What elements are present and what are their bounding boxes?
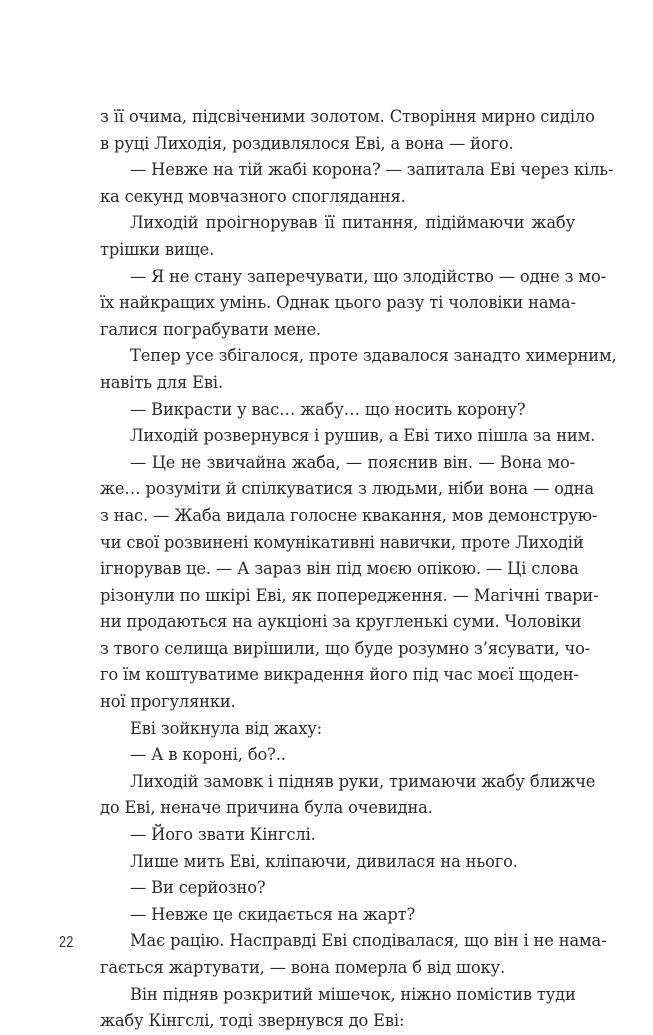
text-line: Лише мить Еві, кліпаючи, дивилася на нього. xyxy=(130,851,518,871)
text-line: до Еві, неначе причина була очевидна. xyxy=(100,798,433,818)
text-line: з нас. — Жаба видала голосне квакання, мов демонструю- xyxy=(100,505,598,525)
text-line: з її очима, підсвіченими золотом. Створіння мирно сиділо xyxy=(100,107,595,126)
text-line: в руці Лиходія, роздивлялося Еві, а вона — його. xyxy=(100,133,514,153)
text-line: навіть для Еві. xyxy=(100,372,223,392)
text-line: — Його звати Кінгслі. xyxy=(130,825,316,845)
text-line: же… розуміти й спілкуватися з людьми, ніби вона — одна xyxy=(100,479,594,499)
text-line: Лиходій замовк і підняв руки, тримаючи жабу ближче xyxy=(130,771,596,791)
text-line: Тепер усе збігалося, проте здавалося занадто химерним, xyxy=(130,346,617,366)
text-line: їх найкращих умінь. Однак цього разу ті чоловіки нама- xyxy=(100,293,576,313)
text-line: ка секунд мовчазного споглядання. xyxy=(100,186,406,206)
text-line: — Викрасти у вас… жабу… що носить корону? xyxy=(130,399,526,419)
text-line: — Невже на тій жабі корона? — запитала Еві через кіль- xyxy=(130,160,614,180)
page-number: 22 xyxy=(59,934,74,951)
text-line: Він підняв розкритий мішечок, ніжно помістив туди xyxy=(130,984,576,1004)
text-line: гається жартувати, — вона померла б від шоку. xyxy=(100,958,505,977)
text-line: го їм коштуватиме викрадення його під час моєї щоден- xyxy=(100,665,579,685)
text-line: чи свої розвинені комунікативні навички, проте Лиходій xyxy=(100,532,584,552)
text-line: — Ви серйозно? xyxy=(130,878,266,898)
text-line: ігнорував це. — А зараз він під моєю опікою. — Ці слова xyxy=(100,559,579,579)
text-line: — Невже це скидається на жарт? xyxy=(130,904,416,924)
text-line: — Це не звичайна жаба, — пояснив він. — Вона мо- xyxy=(130,452,575,472)
text-line: Лиходій проігнорував її питання, підіймаючи жабу xyxy=(130,213,575,233)
body-text xyxy=(100,104,617,1035)
text-line: Еві зойкнула від жаху: xyxy=(130,718,323,738)
text-line: Лиходій розвернувся і рушив, а Еві тихо пішла за ним. xyxy=(130,426,596,446)
text-line: жабу Кінгслі, тоді звернувся до Еві: xyxy=(100,1011,405,1031)
text-line: різонули по шкірі Еві, як попередження. — Магічні твари- xyxy=(100,585,599,605)
text-line: Має рацію. Насправді Еві сподівалася, що він і не нама- xyxy=(130,931,607,951)
text-line: — Я не стану заперечувати, що злодійство — одне з мо- xyxy=(130,266,606,286)
text-line: трішки вище. xyxy=(100,239,215,259)
text-line: ної прогулянки. xyxy=(100,692,236,712)
text-line: галися пограбувати мене. xyxy=(100,319,321,339)
text-line: ни продаються на аукціоні за кругленькі суми. Чоловіки xyxy=(100,612,582,632)
text-line: з твого селища вирішили, що буде розумно з’ясувати, чо- xyxy=(100,638,591,658)
text-line: — А в короні, бо?.. xyxy=(130,745,286,765)
